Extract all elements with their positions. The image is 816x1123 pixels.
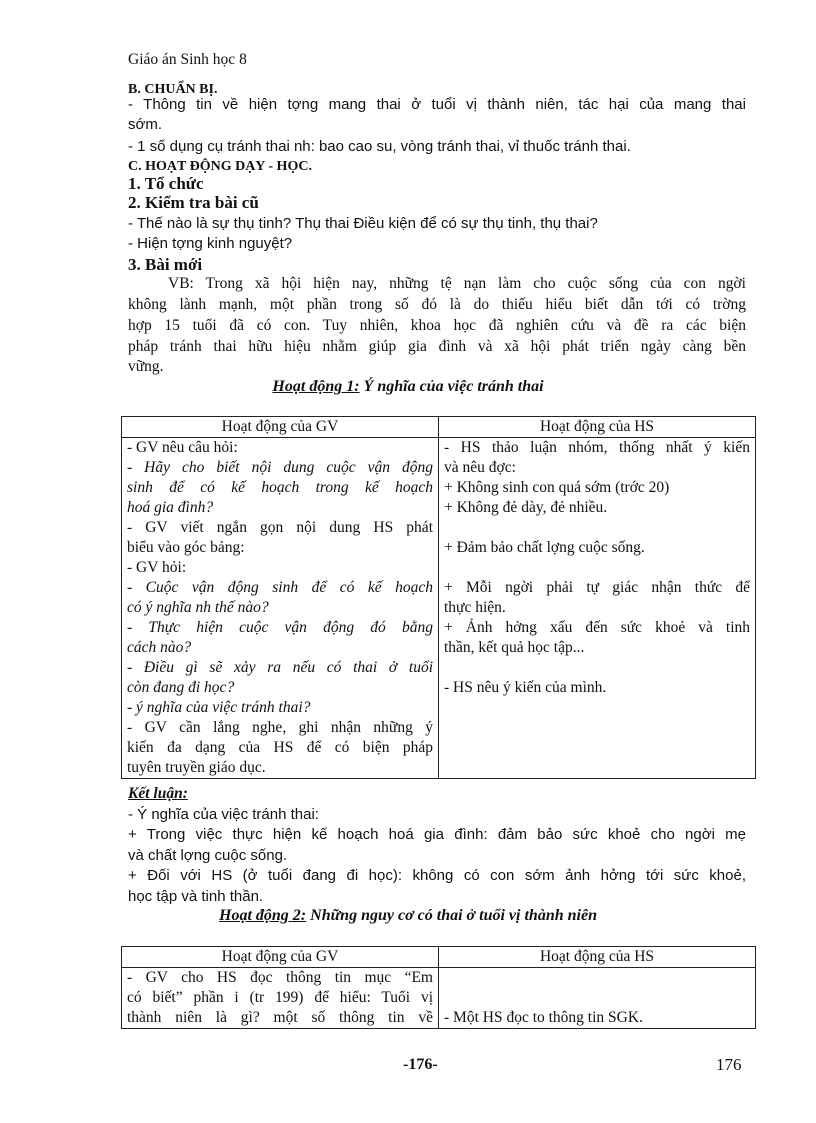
- activity-1-gv-line: còn đang đi học?: [127, 679, 235, 696]
- activity-1-gv-line: - Điều gì sẽ xảy ra nếu có thai ở tuổi: [127, 659, 433, 676]
- activity-2-gv-line: thành niên là gì? một số thông tin về: [127, 1009, 433, 1026]
- section-b-title: B. CHUẨN BỊ.: [128, 82, 218, 97]
- intro-line-3: hợp 15 tuổi đã có con. Tuy nhiên, khoa học đã nghiên cứu và đề ra các biện: [128, 317, 746, 334]
- conclusion-line-2: + Trong việc thực hiện kế hoạch hoá gia đình: đảm bảo sức khoẻ cho ngời mẹ: [128, 826, 746, 843]
- activity-1-hs-line: - HS nêu ý kiến của mình.: [444, 679, 607, 696]
- page-number-center: -176-: [403, 1056, 438, 1073]
- activity-1-title: [0, 377, 816, 397]
- activity-2-hs-line: [444, 968, 750, 988]
- activity-1-gv-line: - Hãy cho biết nội dung cuộc vận động: [127, 459, 433, 476]
- conclusion-line-3: và chất lợng cuộc sống.: [128, 847, 288, 864]
- activity-1-hs-line: [444, 558, 750, 578]
- activity-2-hs-line: [444, 988, 750, 1008]
- section-b-item-1: - Thông tin về hiện tợng mang thai ở tuổi vị thành niên, tác hại của mang thai: [128, 96, 746, 113]
- activity-1-gv-line: - ý nghĩa của việc tránh thai?: [127, 699, 311, 716]
- activity-1-gv-line: kiến đa dạng của HS để có biện pháp: [127, 739, 433, 756]
- heading-new-lesson: 3. Bài mới: [128, 255, 203, 274]
- activity-1-gv-line: - Thực hiện cuộc vận động đó bằng: [127, 619, 433, 636]
- heading-review: 2. Kiểm tra bài cũ: [128, 193, 259, 212]
- conclusion-line-5: học tập và tinh thần.: [128, 888, 264, 905]
- section-c-title: C. HOẠT ĐỘNG DẠY - HỌC.: [128, 159, 312, 174]
- activity-2-name: Những nguy cơ có thai ở tuổi vị thành niên: [306, 907, 597, 924]
- activity-1-table: [121, 416, 756, 779]
- activity-1-col-hs: Hoạt động của HS: [439, 417, 756, 438]
- activity-1-gv-line: - Cuộc vận động sinh để có kế hoạch: [127, 579, 433, 596]
- section-b-item-1-cont: sớm.: [128, 116, 162, 133]
- review-question-2: - Hiện tợng kinh nguyệt?: [128, 235, 293, 252]
- activity-1-hs-line: + Mỗi ngời phải tự giác nhận thức để: [444, 579, 750, 596]
- intro-line-5: vững.: [128, 358, 164, 375]
- activity-1-hs-line: + Ảnh hởng xấu đến sức khoẻ và tinh: [444, 619, 750, 636]
- activity-1-gv-line: tuyên truyền giáo dục.: [127, 759, 266, 776]
- activity-1-gv-line: hoá gia đình?: [127, 499, 214, 516]
- activity-1-gv-line: - GV nêu câu hỏi:: [127, 439, 238, 456]
- conclusion-line-1: - Ý nghĩa của việc tránh thai:: [128, 806, 319, 823]
- intro-line-4: pháp tránh thai hữu hiệu nhằm giúp gia đình và xã hội phát triển ngày càng bền: [128, 338, 746, 355]
- activity-1-hs-line: + Không sinh con quá sớm (trớc 20): [444, 479, 670, 496]
- activity-2-label: Hoạt động 2:: [219, 907, 307, 924]
- page-number-right: 176: [716, 1055, 742, 1074]
- activity-1-label: Hoạt động 1:: [272, 378, 360, 395]
- activity-2-gv-line: - GV cho HS đọc thông tin mục “Em: [127, 969, 433, 986]
- activity-2-gv-cell: [122, 968, 439, 1029]
- activity-1-gv-line: cách nào?: [127, 639, 192, 656]
- activity-2-table: [121, 946, 756, 1029]
- activity-1-hs-cell: [439, 438, 756, 779]
- activity-1-gv-line: sinh để có kế hoạch trong kế hoạch: [127, 479, 433, 496]
- activity-1-gv-line: - GV viết ngắn gọn nội dung HS phát: [127, 519, 433, 536]
- activity-2-col-gv: Hoạt động của GV: [122, 947, 439, 968]
- activity-2-col-hs: Hoạt động của HS: [439, 947, 756, 968]
- activity-1-gv-line: - GV hỏi:: [127, 559, 187, 576]
- activity-1-hs-line: [444, 518, 750, 538]
- activity-1-hs-line: và nêu đợc:: [444, 459, 516, 476]
- activity-1-gv-line: biểu vào góc bảng:: [127, 539, 245, 556]
- conclusion-line-4: + Đối với HS (ở tuổi đang đi học): không có con sớm ảnh hởng tới sức khoẻ,: [128, 867, 746, 884]
- section-b-item-2: - 1 số dụng cụ tránh thai nh: bao cao su, vòng tránh thai, vỉ thuốc tránh thai.: [128, 138, 631, 155]
- activity-1-hs-line: thực hiện.: [444, 599, 506, 616]
- activity-2-title: [0, 906, 816, 926]
- activity-1-gv-line: - GV cần lắng nghe, ghi nhận những ý: [127, 719, 433, 736]
- review-question-1: - Thế nào là sự thụ tinh? Thụ thai Điều kiện để có sự thụ tinh, thụ thai?: [128, 215, 598, 232]
- activity-1-hs-line: + Không đẻ dày, đẻ nhiều.: [444, 499, 608, 516]
- activity-1-hs-line: + Đảm bảo chất lợng cuộc sống.: [444, 539, 645, 556]
- activity-1-hs-line: [444, 658, 750, 678]
- activity-1-hs-line: - HS thảo luận nhóm, thống nhất ý kiến: [444, 439, 750, 456]
- activity-1-col-gv: Hoạt động của GV: [122, 417, 439, 438]
- intro-line-1: VB: Trong xã hội hiện nay, những tệ nạn làm cho cuộc sống của con ngời: [168, 275, 746, 292]
- activity-1-gv-line: có ý nghĩa nh thế nào?: [127, 599, 269, 616]
- activity-2-hs-line: - Một HS đọc to thông tin SGK.: [444, 1009, 643, 1026]
- activity-2-gv-line: có biết” phần i (tr 199) để hiểu: Tuổi vị: [127, 989, 433, 1006]
- intro-line-2: không lành mạnh, một phần trong số đó là do thiếu hiểu biết dẫn tới có trờng: [128, 296, 746, 313]
- conclusion-title: Kết luận:: [128, 785, 188, 802]
- activity-1-name: Ý nghĩa của việc tránh thai: [359, 378, 544, 395]
- heading-organization: 1. Tổ chức: [128, 174, 204, 193]
- activity-1-hs-line: thần, kết quả học tập...: [444, 639, 585, 656]
- activity-2-hs-cell: [439, 968, 756, 1029]
- activity-1-gv-cell: [122, 438, 439, 779]
- document-header: Giáo án Sinh học 8: [128, 51, 247, 68]
